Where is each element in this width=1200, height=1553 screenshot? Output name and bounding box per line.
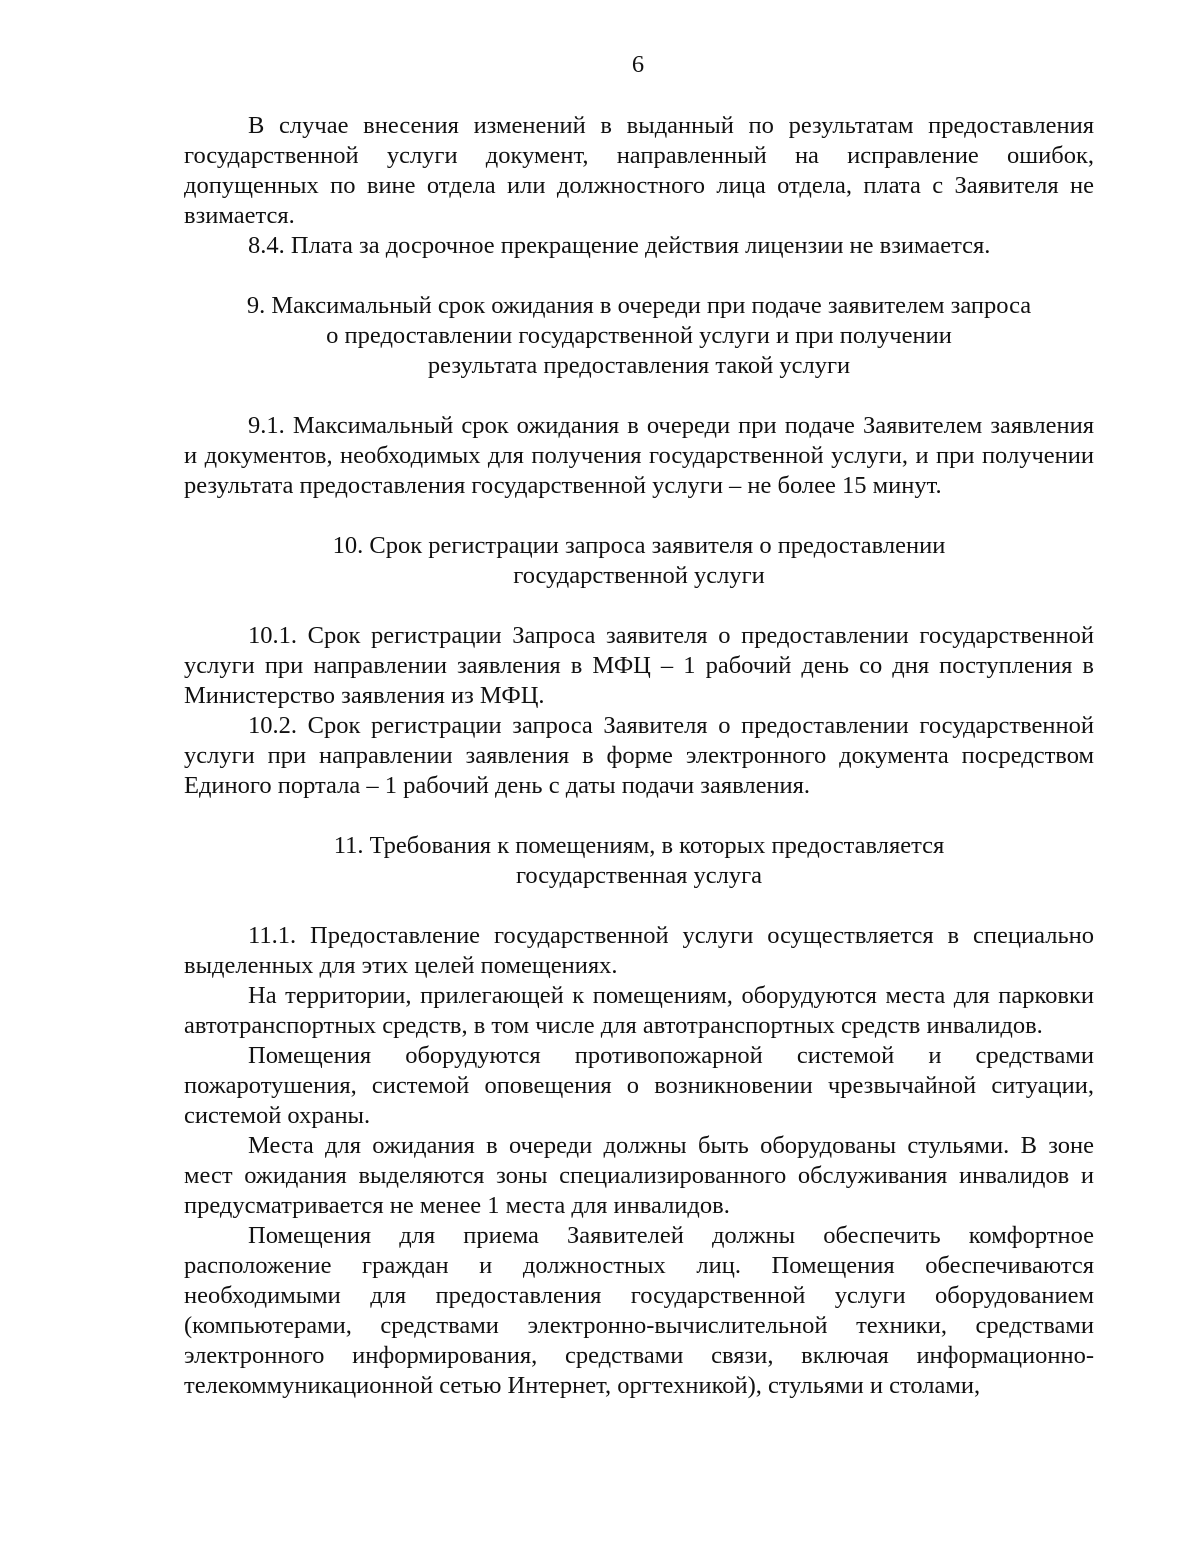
section-heading-10 [184,531,1094,591]
paragraph-fire-safety: Помещения оборудуются противопожарной системой и средствами пожаротушения, системой оповещения о возникновении чрезвычайной ситуации, системой охраны. [184,1042,1094,1129]
paragraph-9-1: 9.1. Максимальный срок ожидания в очереди при подаче Заявителем заявления и документов, необходимых для получения государственной услуги, и при получении результата предоставления государственной услуги – не более 15 минут. [184,412,1094,499]
heading-line: о предоставлении государственной услуги и при получении [326,322,952,349]
heading-line: результата предоставления такой услуги [427,352,851,379]
page-number: 6 [631,51,645,78]
spacer [184,261,1094,291]
paragraph-fee-correction: В случае внесения изменений в выданный по результатам предоставления государственной услуги документ, направленный на исправление ошибок, допущенных по вине отдела или должностного лица отдела, плата с Заявителя не взимается. [184,112,1094,229]
spacer [184,501,1094,531]
paragraph-8-4: 8.4. Плата за досрочное прекращение действия лицензии не взимается. [248,232,991,259]
document-body [184,111,1094,1401]
heading-line: государственная услуга [515,862,763,889]
heading-line: 11. Требования к помещениям, в которых предоставляется [333,832,945,859]
paragraph-10-2: 10.2. Срок регистрации запроса Заявителя о предоставлении государственной услуги при направлении заявления в форме электронного документа посредством Единого портала – 1 рабочий день с даты подачи заявления. [184,712,1094,799]
spacer [184,801,1094,831]
paragraph-10-1: 10.1. Срок регистрации Запроса заявителя о предоставлении государственной услуги при направлении заявления в МФЦ – 1 рабочий день со дня поступления в Министерство заявления из МФЦ. [184,622,1094,709]
paragraph-parking: На территории, прилегающей к помещениям, оборудуются места для парковки автотранспортных средств, в том числе для автотранспортных средств инвалидов. [184,982,1094,1039]
paragraph-reception-rooms: Помещения для приема Заявителей должны обеспечить комфортное расположение граждан и должностных лиц. Помещения обеспечиваются необходимыми для предоставления государственной услуги оборудованием (компьютерами, средствами электронно-вычислительной техники, средствами электронного информирования, средствами связи, включая информационно-телекоммуникационной сетью Интернет, оргтехникой), стульями и столами, [184,1222,1094,1399]
heading-line: государственной услуги [513,562,765,589]
spacer [184,891,1094,921]
section-heading-9 [184,291,1094,381]
section-heading-11 [184,831,1094,891]
paragraph-waiting-area: Места для ожидания в очереди должны быть оборудованы стульями. В зоне мест ожидания выделяются зоны специализированного обслуживания инвалидов и предусматривается не менее 1 места для инвалидов. [184,1132,1094,1219]
heading-line: 9. Максимальный срок ожидания в очереди при подаче заявителем запроса [246,292,1032,319]
heading-line: 10. Срок регистрации запроса заявителя о предоставлении [332,532,946,559]
spacer [184,381,1094,411]
paragraph-11-1: 11.1. Предоставление государственной услуги осуществляется в специально выделенных для этих целей помещениях. [184,922,1094,979]
spacer [184,591,1094,621]
